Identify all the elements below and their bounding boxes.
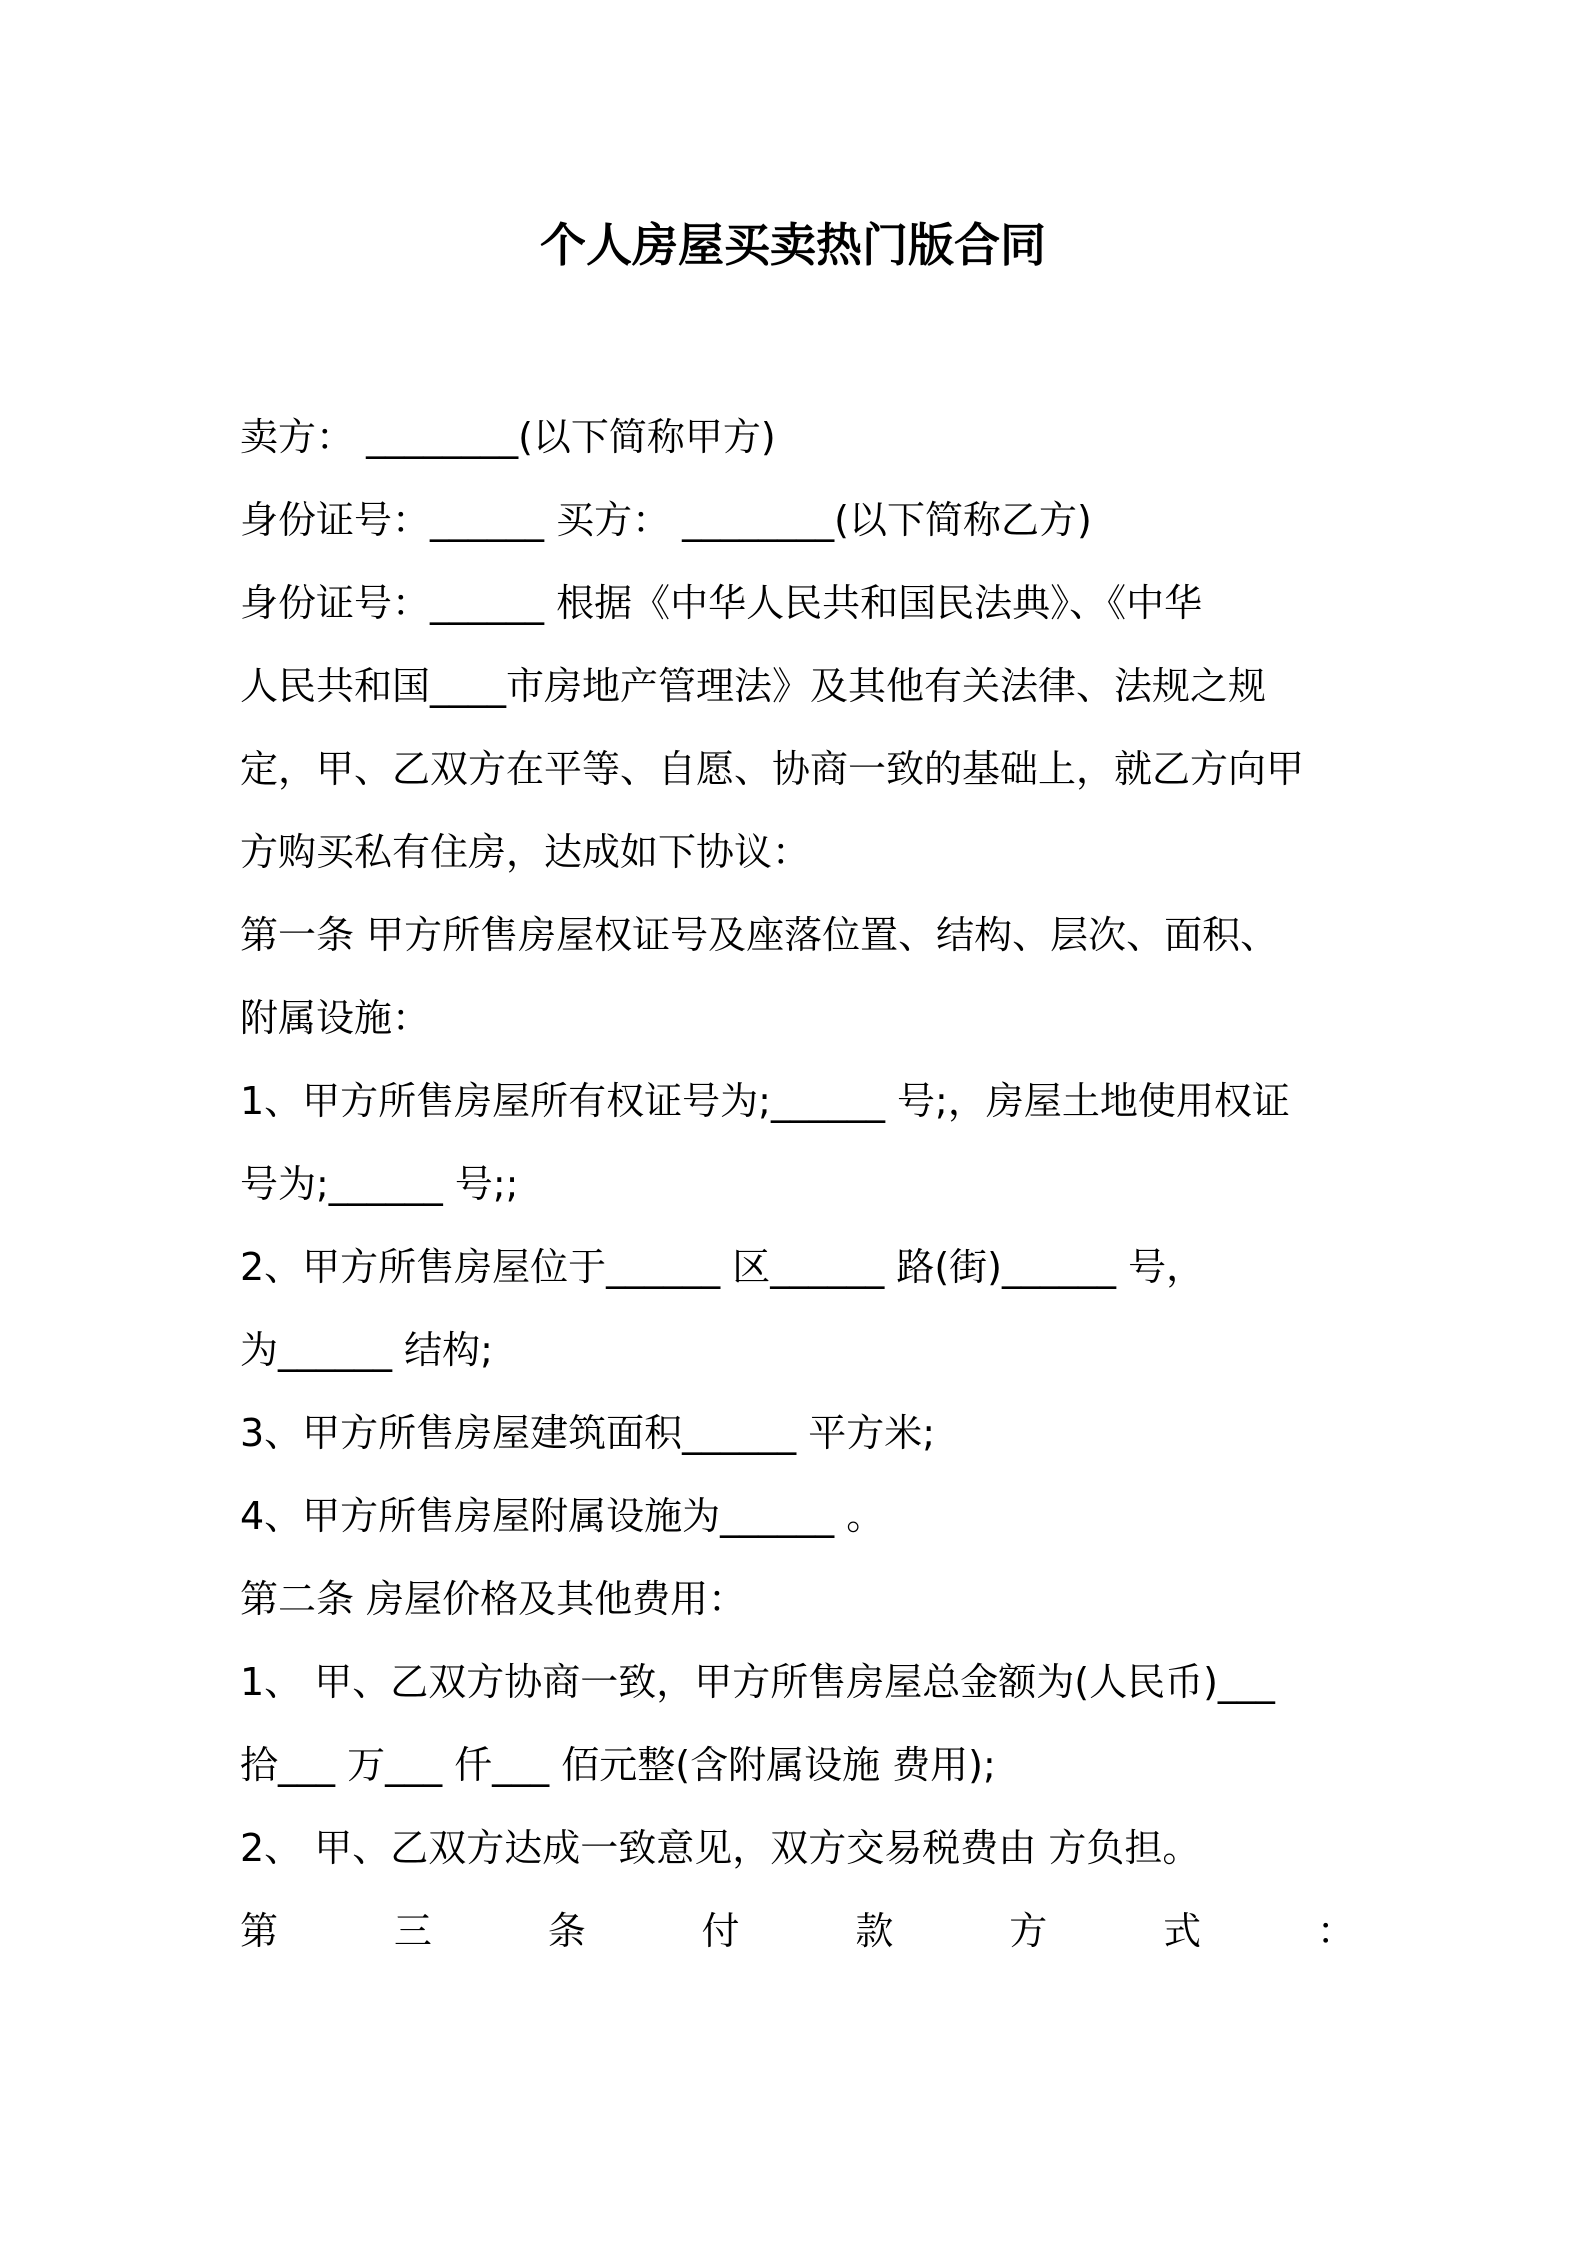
article-3-char: 款 xyxy=(855,1909,894,1953)
article-3-char: 式 xyxy=(1163,1909,1202,1953)
article-1-item-2-cont: 为______ 结构; xyxy=(240,1328,493,1372)
document-title: 个人房屋买卖热门版合同 xyxy=(540,218,1046,272)
article-1-item-1: 1、甲方所售房屋所有权证号为;______ 号;，房屋土地使用权证 xyxy=(240,1079,1290,1123)
article-3-heading xyxy=(240,1889,1355,1973)
article-3-char: 三 xyxy=(393,1909,432,1953)
article-3-char: 第 xyxy=(240,1909,279,1953)
line-seller-id-buyer: 身份证号：______ 买方： ________(以下简称乙方) xyxy=(240,498,1092,542)
article-3-char: ： xyxy=(1316,1909,1355,1953)
article-2-item-1: 1、 甲、乙双方协商一致，甲方所售房屋总金额为(人民币)___ xyxy=(240,1660,1275,1704)
article-1-item-2: 2、甲方所售房屋位于______ 区______ 路(街)______ 号， xyxy=(240,1245,1205,1289)
article-1-heading: 第一条 甲方所售房屋权证号及座落位置、结构、层次、面积、 xyxy=(240,913,1279,957)
line-seller: 卖方： ________(以下简称甲方) xyxy=(240,415,776,459)
article-2-item-1-cont: 拾___ 万___ 仟___ 佰元整(含附属设施 费用); xyxy=(240,1743,996,1787)
article-3-char: 条 xyxy=(547,1909,586,1953)
line-agreement: 方购买私有住房，达成如下协议： xyxy=(240,830,811,874)
article-3-char: 方 xyxy=(1009,1909,1048,1953)
article-1-heading-cont: 附属设施： xyxy=(240,996,431,1040)
article-2-item-2: 2、 甲、乙双方达成一致意见，双方交易税费由 方负担。 xyxy=(240,1826,1201,1870)
article-1-item-3: 3、甲方所售房屋建筑面积______ 平方米; xyxy=(240,1411,936,1455)
article-2-heading: 第二条 房屋价格及其他费用： xyxy=(240,1577,747,1621)
line-basis-law: 人民共和国____市房地产管理法》及其他有关法律、法规之规 xyxy=(240,664,1267,708)
article-3-char: 付 xyxy=(701,1909,740,1953)
article-1-item-4: 4、甲方所售房屋附属设施为______ 。 xyxy=(240,1494,885,1538)
line-basis-principle: 定，甲、乙双方在平等、自愿、协商一致的基础上，就乙方向甲 xyxy=(240,747,1305,791)
article-1-item-1-cont: 号为;______ 号;; xyxy=(240,1162,519,1206)
line-buyer-id-basis: 身份证号：______ 根据《中华人民共和国民法典》、《中华 xyxy=(240,581,1203,625)
